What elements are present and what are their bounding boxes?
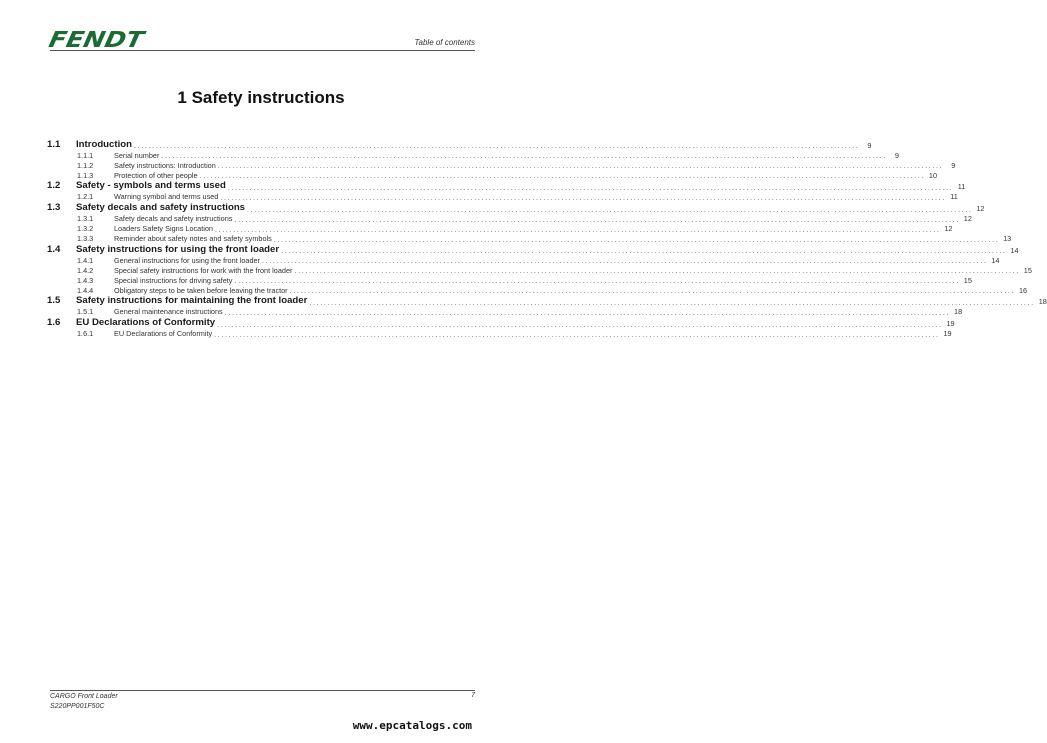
toc-subsection-entry[interactable] (47, 275, 972, 286)
toc-subsection-entry[interactable] (47, 255, 1000, 266)
toc-entry-title: Special instructions for driving safety (114, 275, 233, 285)
toc-subsection-entry[interactable] (47, 223, 953, 234)
toc-leader-dots: ........................................................................................................................................................................................................ (227, 183, 954, 193)
toc-entry-number: 1.1.3 (77, 170, 94, 180)
toc-subsection-entry[interactable] (47, 150, 899, 161)
toc-subsection-entry[interactable] (47, 265, 1032, 276)
toc-entry-title: Loaders Safety Signs Location (114, 224, 213, 234)
toc-entry-number: 1.1 (47, 138, 61, 150)
toc-entry-number: 1.4.4 (77, 285, 94, 295)
toc-leader-dots: ........................................................................................................................................................................................................ (234, 276, 960, 286)
toc-entry-number: 1.3.2 (77, 224, 94, 234)
toc-entry-title: Safety instructions for maintaining the front loader (76, 295, 308, 307)
toc-entry-page: 12 (976, 204, 985, 214)
toc-entry-number: 1.2 (47, 180, 61, 192)
toc-leader-dots: ........................................................................................................................................................................................................ (273, 234, 1000, 244)
page-title: 1 Safety instructions (177, 88, 345, 107)
toc-entry-page: 9 (951, 160, 956, 170)
toc-leader-dots: ........................................................................................................................................................................................................ (214, 224, 941, 234)
toc-leader-dots: ........................................................................................................................................................................................................ (224, 308, 951, 318)
toc-leader-dots: ........................................................................................................................................................................................................ (133, 141, 860, 151)
toc-entry-page: 19 (946, 319, 955, 329)
toc-entry-page: 14 (1010, 245, 1019, 255)
toc-leader-dots: ........................................................................................................................................................................................................ (309, 298, 1035, 308)
toc-entry-number: 1.6 (47, 317, 61, 329)
toc-entry-number: 1.1.2 (77, 160, 94, 170)
toc-section-entry[interactable] (47, 180, 966, 193)
toc-entry-title: Safety instructions: Introduction (114, 160, 216, 170)
toc-entry-title: Protection of other people (114, 170, 198, 180)
toc-entry-title: Safety instructions for using the front loader (76, 243, 280, 255)
toc-entry-page: 11 (957, 182, 966, 192)
toc-entry-title: General instructions for using the front loader (114, 255, 261, 265)
toc-subsection-entry[interactable] (47, 213, 972, 224)
toc-leader-dots: ........................................................................................................................................................................................................ (234, 214, 960, 224)
toc-entry-page: 15 (1023, 265, 1032, 275)
toc-entry-number: 1.4.3 (77, 275, 94, 285)
toc-subsection-entry[interactable] (47, 306, 963, 318)
fendt-logo (46, 27, 148, 53)
toc-entry-number: 1.3.3 (77, 234, 94, 244)
toc-entry-title: Safety decals and safety instructions (76, 202, 246, 214)
table-of-contents (47, 138, 1047, 339)
toc-leader-dots: ........................................................................................................................................................................................................ (289, 286, 1016, 296)
footer-product: CARGO Front Loader (50, 693, 118, 700)
toc-section-entry[interactable] (47, 201, 985, 214)
toc-entry-title: Serial number (114, 150, 160, 160)
toc-subsection-entry[interactable] (47, 160, 956, 171)
toc-subsection-entry[interactable] (47, 233, 1012, 244)
toc-entry-number: 1.4 (47, 243, 61, 255)
toc-entry-number: 1.5.1 (77, 307, 94, 317)
toc-entry-title: EU Declarations of Conformity (76, 317, 216, 329)
toc-entry-number: 1.1.1 (77, 150, 94, 160)
toc-leader-dots: ........................................................................................................................................................................................................ (161, 151, 887, 161)
toc-entry-title: Safety decals and safety instructions (114, 214, 233, 224)
toc-entry-page: 19 (943, 329, 952, 339)
toc-entry-page: 16 (1018, 285, 1028, 295)
toc-leader-dots: ........................................................................................................................................................................................................ (220, 193, 946, 203)
toc-entry-title: Safety - symbols and terms used (76, 180, 226, 192)
footer-page-number: 7 (471, 692, 475, 699)
toc-entry-page: 14 (991, 255, 1000, 265)
toc-entry-title: General maintenance instructions (114, 307, 223, 317)
toc-entry-title: Introduction (76, 138, 132, 150)
toc-section-entry[interactable] (47, 138, 872, 151)
toc-leader-dots: ........................................................................................................................................................................................................ (199, 171, 926, 181)
toc-entry-page: 18 (1038, 297, 1047, 307)
toc-leader-dots: ........................................................................................................................................................................................................ (294, 266, 1020, 276)
toc-leader-dots: ........................................................................................................................................................................................................ (214, 329, 940, 339)
toc-entry-title: EU Declarations of Conformity (114, 329, 213, 339)
logo-text: FENDT (46, 27, 134, 53)
watermark: www.epcatalogs.com (352, 719, 472, 732)
toc-entry-page: 18 (954, 307, 963, 317)
toc-section-entry[interactable] (47, 295, 1047, 308)
toc-entry-page: 9 (867, 140, 872, 150)
toc-entry-number: 1.5 (47, 295, 61, 307)
footer-info (50, 692, 118, 712)
toc-entry-number: 1.2.1 (77, 192, 94, 202)
toc-entry-number: 1.3.1 (77, 214, 94, 224)
footer-divider (50, 690, 475, 691)
toc-entry-title: Reminder about safety notes and safety symbols (114, 234, 272, 244)
toc-entry-title: Obligatory steps to be taken before leaving the tractor (114, 285, 288, 295)
toc-subsection-entry[interactable] (47, 285, 1028, 296)
toc-subsection-entry[interactable] (47, 191, 958, 203)
toc-entry-title: Special safety instructions for work with the front loader (114, 265, 293, 275)
toc-leader-dots: ........................................................................................................................................................................................................ (281, 246, 1007, 256)
toc-entry-page: 12 (944, 224, 953, 234)
toc-entry-page: 15 (963, 275, 972, 285)
toc-leader-dots: ........................................................................................................................................................................................................ (247, 204, 973, 214)
toc-leader-dots: ........................................................................................................................................................................................................ (217, 319, 943, 329)
toc-section-entry[interactable] (47, 243, 1019, 256)
header-divider (50, 50, 475, 51)
toc-leader-dots: ........................................................................................................................................................................................................ (262, 256, 988, 266)
toc-entry-title: Warning symbol and terms used (114, 192, 219, 202)
toc-entry-number: 1.3 (47, 202, 61, 214)
toc-entry-page: 13 (1003, 234, 1012, 244)
toc-subsection-entry[interactable] (47, 328, 952, 339)
toc-section-entry[interactable] (47, 316, 955, 329)
section-label: Table of contents (414, 38, 475, 47)
toc-entry-page: 12 (963, 214, 972, 224)
toc-entry-page: 10 (928, 170, 938, 180)
footer-doc-code: S220PP001F50C (50, 703, 105, 710)
toc-entry-number: 1.4.2 (77, 265, 94, 275)
toc-entry-number: 1.6.1 (77, 329, 94, 339)
toc-subsection-entry[interactable] (47, 170, 938, 181)
toc-leader-dots: ........................................................................................................................................................................................................ (217, 161, 944, 171)
toc-entry-page: 9 (894, 150, 899, 160)
toc-entry-number: 1.4.1 (77, 255, 94, 265)
toc-entry-page: 11 (950, 192, 958, 202)
